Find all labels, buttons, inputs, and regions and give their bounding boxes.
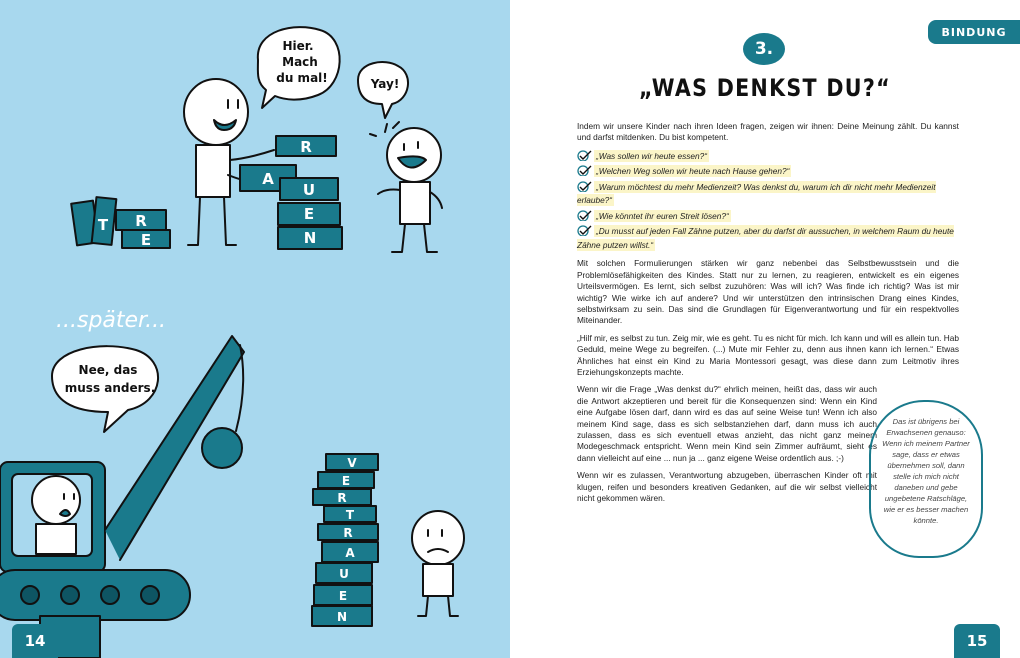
speech-3-line-1: Nee, das bbox=[78, 363, 138, 377]
child-head-happy bbox=[387, 128, 441, 182]
tower-letter: U bbox=[339, 567, 349, 581]
checkmark-icon bbox=[577, 165, 592, 176]
tower-letter: R bbox=[343, 526, 353, 540]
question-text: „Was sollen wir heute essen?“ bbox=[596, 150, 707, 161]
tower-letter: V bbox=[347, 456, 357, 470]
checkmark-icon bbox=[577, 225, 592, 236]
adult-figure-body bbox=[196, 145, 230, 197]
tower-letter: E bbox=[341, 474, 351, 488]
adult-figure-head bbox=[184, 79, 248, 145]
block-letter: N bbox=[303, 229, 317, 247]
paragraph-2: „Hilf mir, es selbst zu tun. Zeig mir, wie es geht. Tu es nicht für mich. Ich kann und will es allein tun. Hab Geduld, meine Wege zu begreifen. (...) Mute mir Fehler zu, denn aus ihnen kann ich lernen.“ Etwas Ähnliches hat einst ein Kind zu Maria Montessori gesagt, was diese dann zum Leitmotiv ihres Erziehungskonzepts machte. bbox=[577, 332, 959, 377]
checkmark-icon bbox=[577, 150, 592, 161]
page-title: „WAS DENKST DU?“ bbox=[639, 74, 891, 102]
question-text: „Wie könntet ihr euren Streit lösen?“ bbox=[596, 210, 729, 221]
block-letter: E bbox=[303, 205, 315, 223]
question-item bbox=[577, 150, 959, 164]
paragraph-4: Wenn wir es zulassen, Verantwortung abzugeben, überraschen Kinder oft mit klugen, reifen und besonders kreativen Gedanken, auf die wir selbst vielleicht nicht gekommen wären. bbox=[577, 470, 877, 504]
question-item bbox=[577, 181, 959, 208]
side-note: Das ist übrigens bei Erwachsenen genauso: Wenn ich meinem Partner sage, dass er etwas übernehmen soll, dann stelle ich mich nicht daneben und gebe ungebetene Ratschläge, wie er es besser machen könnte. bbox=[869, 400, 983, 558]
speech-1-line-1: Hier. bbox=[282, 39, 314, 53]
question-list bbox=[577, 150, 959, 253]
paragraph-3: Wenn wir die Frage „Was denkst du?“ ehrlich meinen, heißt das, dass wir auch die Antwort akzeptieren und bereit für die Konsequenzen sind: Wenn ein Kind eine Aufgabe lösen darf, dann wird es das auf seine Weise tun! Wenn ich also meinem Kind sage, dass es sich selbstanziehen darf, dann muss ich auch zulassen, dass es sich eventuell etwas anzieht, das nicht ganz meinem Modegeschmack entspricht. Wenn mein Kind sein Zimmer aufräumt, sieht es dann vielleicht auf eine ... nun ja ... ganz eigene Weise ordentlich aus. ;-) bbox=[577, 384, 877, 463]
intro-paragraph: Indem wir unsere Kinder nach ihren Ideen fragen, zeigen wir ihnen: Deine Meinung zählt. Du kannst und darfst mitdenken. Du bist kompetent. bbox=[577, 121, 959, 143]
block-letter: R bbox=[135, 212, 147, 230]
page-number-left: 14 bbox=[12, 624, 58, 658]
question-text: „Du musst auf jeden Fall Zähne putzen, aber du darfst dir aussuchen, in welchem Raum du heute Zähne putzen willst.“ bbox=[577, 226, 954, 250]
tower-letter: N bbox=[336, 610, 348, 624]
speech-1-line-2: Mach bbox=[282, 55, 318, 69]
checkmark-icon bbox=[577, 210, 592, 221]
child-head-sad bbox=[412, 511, 464, 565]
question-item bbox=[577, 210, 959, 224]
tower-letter: E bbox=[338, 589, 348, 603]
paragraph-column bbox=[577, 384, 877, 504]
speech-1-line-3: du mal! bbox=[276, 71, 328, 85]
tower-letter: A bbox=[345, 546, 355, 560]
right-page bbox=[510, 0, 1020, 658]
block-letter: T bbox=[97, 216, 109, 234]
page-number-right: 15 bbox=[954, 624, 1000, 658]
chapter-number: 3. bbox=[743, 33, 785, 65]
tower-letter: T bbox=[345, 508, 355, 522]
block-letter: E bbox=[140, 231, 152, 249]
paragraph-1: Mit solchen Formulierungen stärken wir ganz nebenbei das Selbstbewusstsein und die Problemlösefähigkeiten des Kindes. Statt nur zu lernen, zu reagieren, entwickelt es ein eigenes Urteilsvermögen. Es lernt, sich selbst zuzuhören: Was will ich? Was finde ich richtig? Was ist mir wichtig? Wie wirke ich auf andere? Und wir unterstützen den intrinsischen Drang eines Kindes, selbstwirksam zu sein. Das sind die Grundlagen für Eigenverantwortung und für ein respektvolles Miteinander. bbox=[577, 258, 959, 326]
question-item bbox=[577, 165, 959, 179]
question-text: „Welchen Weg sollen wir heute nach Hause gehen?“ bbox=[596, 166, 790, 177]
block-letter: U bbox=[302, 181, 316, 199]
driver-head bbox=[32, 476, 80, 524]
child-body bbox=[400, 182, 430, 224]
block-letter: R bbox=[300, 138, 312, 156]
wrecking-ball bbox=[202, 428, 242, 468]
later-caption: ...später... bbox=[56, 308, 167, 333]
checkmark-icon bbox=[577, 181, 592, 192]
speech-2-text: Yay! bbox=[370, 77, 400, 91]
speech-3-line-2: muss anders. bbox=[64, 381, 156, 395]
question-text: „Warum möchtest du mehr Medienzeit? Was denkst du, warum ich dir nicht mehr Medienzeit erlaube?“ bbox=[577, 181, 936, 206]
tower-letter: R bbox=[337, 491, 347, 505]
chapter-tab: BINDUNG bbox=[928, 20, 1020, 44]
block-letter: A bbox=[262, 170, 274, 188]
question-item bbox=[577, 225, 959, 252]
